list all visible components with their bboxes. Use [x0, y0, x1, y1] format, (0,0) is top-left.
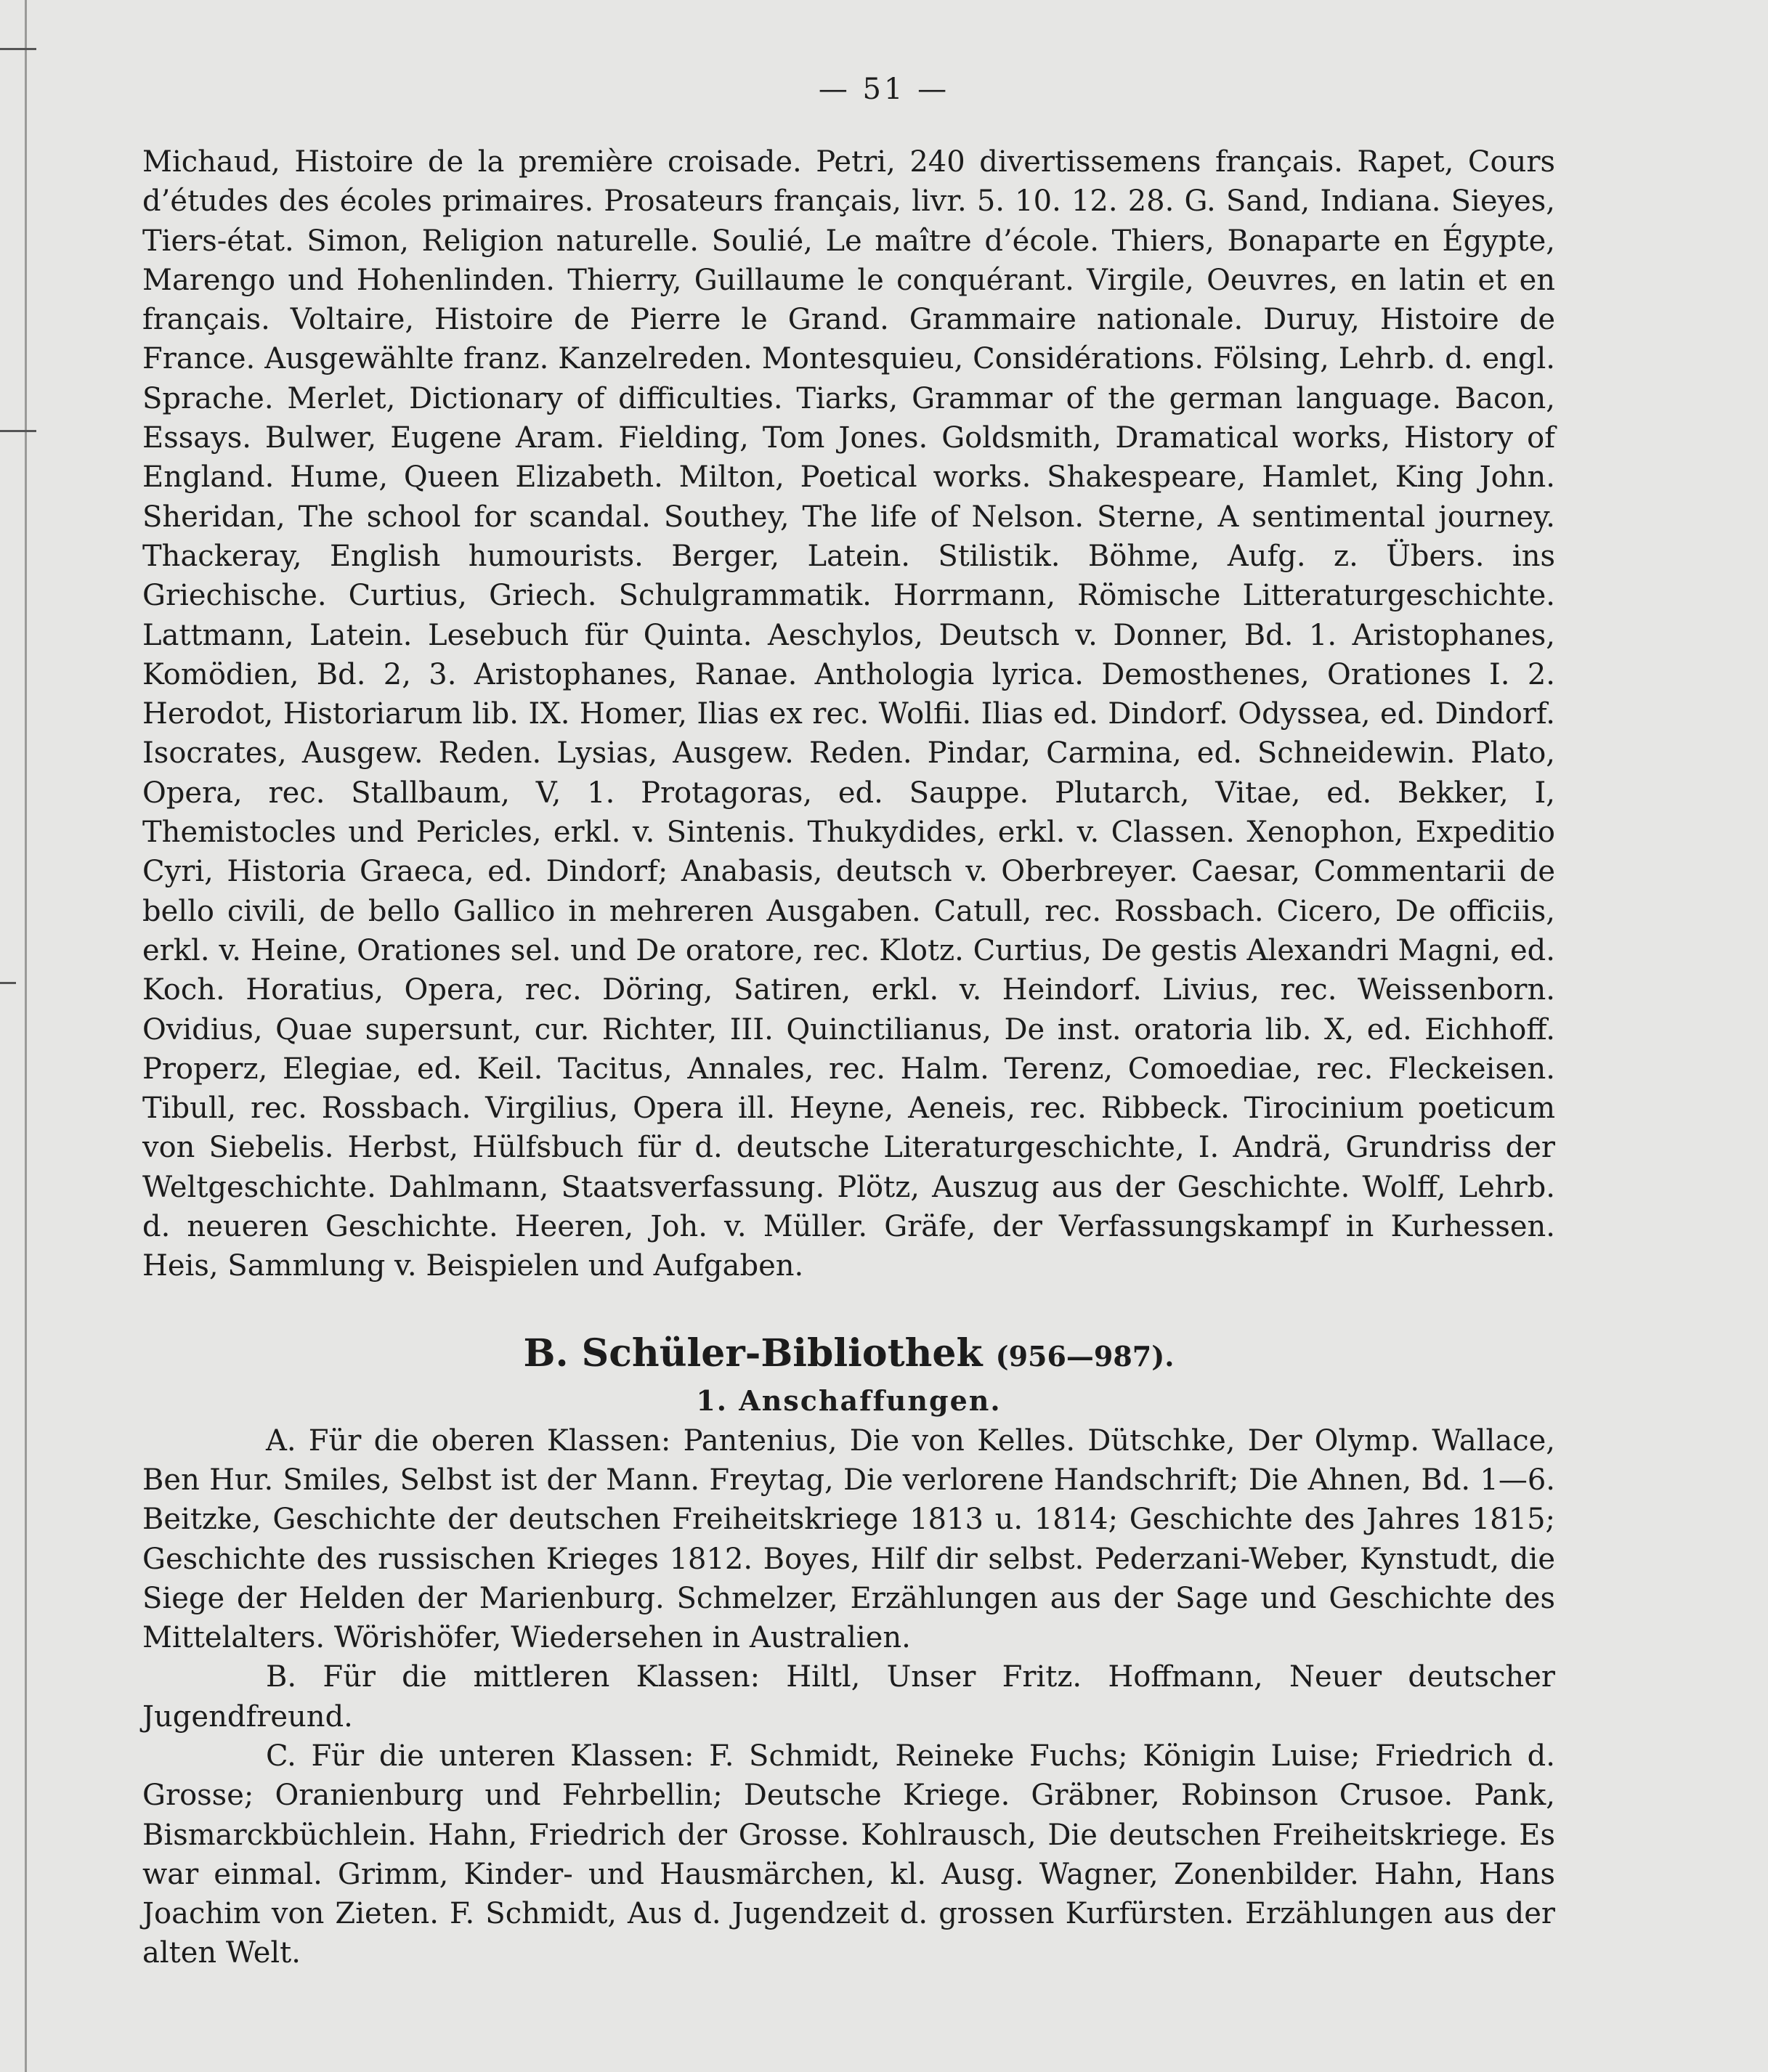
- book-list-paragraph: Michaud, Histoire de la première croisade. Petri, 240 divertissemens français. Rapet, Cours d’études des écoles primaires. Prosateurs français, livr. 5. 10. 12. 28. G. Sand, Indiana. Sieyes, Tiers-état. Simon, Religion naturelle. Soulié, Le maître d’école. Thiers, Bonaparte en Égypte, Marengo und Hohenlinden. Thierry, Guillaume le conquérant. Virgile, Oeuvres, en latin et en français. Voltaire, Histoire de Pierre le Grand. Grammaire nationale. Duruy, Histoire de France. Ausgewählte franz. Kanzelreden. Montesquieu, Considérations. Fölsing, Lehrb. d. engl. Sprache. Merlet, Dictionary of difficulties. Tiarks, Grammar of the german language. Bacon, Essays. Bulwer, Eugene Aram. Fielding, Tom Jones. Goldsmith, Dramatical works, History of England. Hume, Queen Elizabeth. Milton, Poetical works. Shakespeare, Hamlet, King John. Sheridan, The school for scandal. Southey, The life of Nelson. Sterne, A sentimental journey. Thackeray, English humourists. Berger, Latein. Stilistik. Böhme, Aufg. z. Übers. ins Griechische. Curtius, Griech. Schulgrammatik. Horrmann, Römische Litteraturgeschichte. Lattmann, Latein. Lesebuch für Quinta. Aeschylos, Deutsch v. Donner, Bd. 1. Aristophanes, Komödien, Bd. 2, 3. Aristophanes, Ranae. Anthologia lyrica. Demosthenes, Orationes I. 2. Herodot, Historiarum lib. IX. Homer, Ilias ex rec. Wolfii. Ilias ed. Dindorf. Odyssea, ed. Dindorf. Isocrates, Ausgew. Reden. Lysias, Ausgew. Reden. Pindar, Carmina, ed. Schneidewin. Plato, Opera, rec. Stallbaum, V, 1. Protagoras, ed. Sauppe. Plutarch, Vitae, ed. Bekker, I, Themistocles und Pericles, erkl. v. Sintenis. Thukydides, erkl. v. Classen. Xenophon, Expeditio Cyri, Historia Graeca, ed. Dindorf; Anabasis, deutsch v. Oberbreyer. Caesar, Commentarii de bello civili, de bello Gallico in mehreren Ausgaben. Catull, rec. Rossbach. Cicero, De officiis, erkl. v. Heine, Orationes sel. und De oratore, rec. Klotz. Curtius, De gestis Alexandri Magni, ed. Koch. Horatius, Opera, rec. Döring, Satiren, erkl. v. Heindorf. Livius, rec. Weissenborn. Ovidius, Quae supersunt, cur. Richter, III. Quinctilianus, De inst. oratoria lib. X, ed. Eichhoff. Properz, Elegiae, ed. Keil. Tacitus, Annales, rec. Halm. Terenz, Comoediae, rec. Fleckeisen. Tibull, rec. Rossbach. Virgilius, Opera ill. Heyne, Aeneis, rec. Ribbeck. Tirocinium poeticum von Siebelis. Herbst, Hülfsbuch für d. deutsche Literaturgeschichte, I. Andrä, Grundriss der Weltgeschichte. Dahlmann, Staatsverfassung. Plötz, Auszug aus der Geschichte. Wolff, Lehrb. d. neueren Geschichte. Heeren, Joh. v. Müller. Gräfe, der Verfassungskampf in Kurhessen. Heis, Sammlung v. Beispielen und Aufgaben.: [142, 145, 1555, 1283]
- section-title: B. Schüler-Bibliothek: [523, 1330, 983, 1376]
- section-range: (956—987).: [995, 1339, 1175, 1373]
- edge-mark: [0, 48, 36, 50]
- page-edge: [25, 0, 27, 2072]
- edge-mark: [0, 982, 16, 984]
- subsection-heading: 1. Anschaffungen.: [696, 1384, 1002, 1417]
- page-content: [142, 142, 1555, 1973]
- edge-mark: [0, 430, 36, 432]
- section-heading: [142, 1328, 1555, 1382]
- page-number: — 51 —: [818, 73, 950, 106]
- class-list-lower: C. Für die unteren Klassen: F. Schmidt, Reineke Fuchs; Königin Luise; Friedrich d. Grosse; Oranienburg und Fehrbellin; Deutsche Kriege. Gräbner, Robinson Crusoe. Pank, Bismarckbüchlein. Hahn, Friedrich der Grosse. Kohlrausch, Die deutschen Freiheitskriege. Es war einmal. Grimm, Kinder- und Hausmärchen, kl. Ausg. Wagner, Zonenbilder. Hahn, Hans Joachim von Zieten. F. Schmidt, Aus d. Jugendzeit d. grossen Kurfürsten. Erzählungen aus der alten Welt.: [142, 1739, 1555, 1970]
- class-list-upper: A. Für die oberen Klassen: Pantenius, Die von Kelles. Dütschke, Der Olymp. Wallace, Ben Hur. Smiles, Selbst ist der Mann. Freytag, Die verlorene Handschrift; Die Ahnen, Bd. 1—6. Beitzke, Geschichte der deutschen Freiheitskriege 1813 u. 1814; Geschichte des Jahres 1815; Geschichte des russischen Krieges 1812. Boyes, Hilf dir selbst. Pederzani-Weber, Kynstudt, die Siege der Helden der Marienburg. Schmelzer, Erzählungen aus der Sage und Geschichte des Mittelalters. Wörishöfer, Wiedersehen in Australien.: [142, 1423, 1555, 1655]
- class-list-middle: B. Für die mittleren Klassen: Hiltl, Unser Fritz. Hoffmann, Neuer deutscher Jugendfreund.: [142, 1660, 1555, 1734]
